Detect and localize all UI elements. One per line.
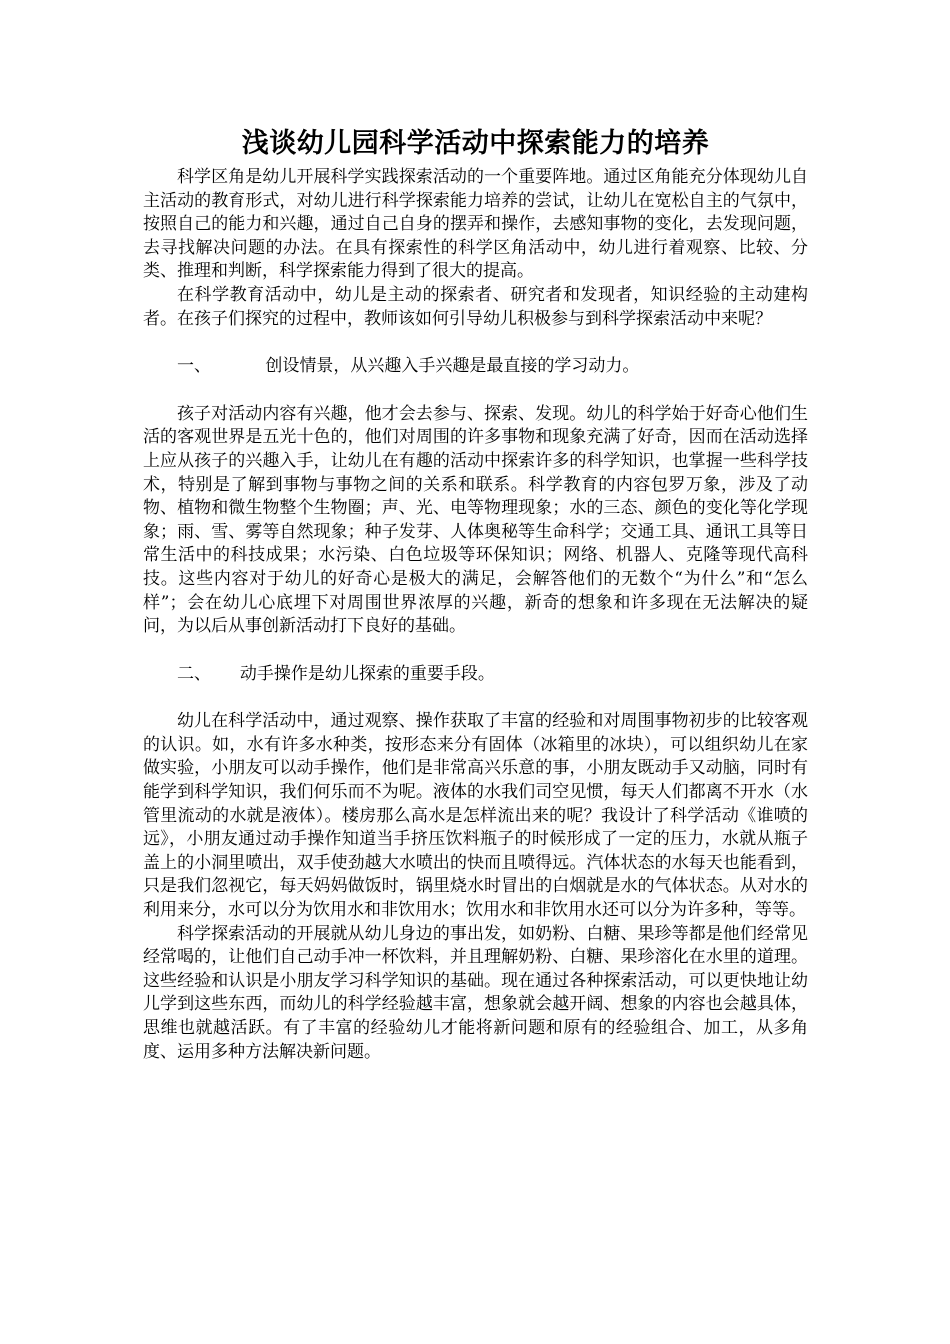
section-number: 一、: [177, 356, 211, 377]
paragraph: 科学探索活动的开展就从幼儿身边的事出发，如奶粉、白糖、果珍等都是他们经常见经常喝的，让他们自己动手冲一杯饮料，并且理解奶粉、白糖、果珍溶化在水里的道理。这些经验和认识是小朋友学习科学知识的基础。现在通过各种探索活动，可以更快地让幼儿学到这些东西，而幼儿的科学经验越丰富，想象就会越开阔、想象的内容也会越具体，思维也就越活跃。有了丰富的经验幼儿才能将新问题和原有的经验组合、加工，从多角度、运用多种方法解决新问题。: [143, 923, 808, 1062]
document-page: [143, 126, 808, 1064]
document-title: 浅谈幼儿园科学活动中探索能力的培养: [241, 128, 710, 159]
paragraph: 在科学教育活动中，幼儿是主动的探索者、研究者和发现者，知识经验的主动建构者。在孩子们探究的过程中，教师该如何引导幼儿积极参与到科学探索活动中来呢？: [143, 284, 808, 329]
paragraph: 科学区角是幼儿开展科学实践探索活动的一个重要阵地。通过区角能充分体现幼儿自主活动的教育形式，对幼儿进行科学探索能力培养的尝试，让幼儿在宽松自主的气氛中，按照自己的能力和兴趣，通过自己自身的摆弄和操作，去感知事物的变化，去发现问题，去寻找解决问题的办法。在具有探索性的科学区角活动中，幼儿进行着观察、比较、分类、推理和判断，科学探索能力得到了很大的提高。: [143, 167, 808, 282]
section-number: 二、: [177, 663, 211, 684]
section-heading-text: 动手操作是幼儿探索的重要手段。: [239, 663, 495, 684]
section-heading-2: [143, 663, 808, 687]
section-heading-1: [143, 355, 808, 379]
paragraph: 孩子对活动内容有兴趣，他才会去参与、探索、发现。幼儿的科学始于好奇心他们生活的客观世界是五光十色的，他们对周围的许多事物和现象充满了好奇，因而在活动选择上应从孩子的兴趣入手，让幼儿在有趣的活动中探索许多的科学知识，也掌握一些科学技术，特别是了解到事物与事物之间的关系和联系。科学教育的内容包罗万象，涉及了动物、植物和微生物整个生物圈；声、光、电等物理现象；水的三态、颜色的变化等化学现象；雨、雪、雾等自然现象；种子发芽、人体奥秘等生命科学；交通工具、通讯工具等日常生活中的科技成果；水污染、白色垃圾等环保知识；网络、机器人、克隆等现代高科技。这些内容对于幼儿的好奇心是极大的满足，会解答他们的无数个“为什么”和“怎么样”；会在幼儿心底埋下对周围世界浓厚的兴趣，新奇的想象和许多现在无法解决的疑问，为以后从事创新活动打下良好的基础。: [143, 403, 808, 637]
section-heading-text: 创设情景，从兴趣入手兴趣是最直接的学习动力。: [265, 356, 640, 377]
paragraph: 幼儿在科学活动中，通过观察、操作获取了丰富的经验和对周围事物初步的比较客观的认识。如，水有许多水种类，按形态来分有固体（冰箱里的冰块），可以组织幼儿在家做实验，小朋友可以动手操作，他们是非常高兴乐意的事，小朋友既动手又动脑，同时有能学到科学知识，我们何乐而不为呢。液体的水我们司空见惯，每天人们都离不开水（水管里流动的水就是液体）。楼房那么高水是怎样流出来的呢？我设计了科学活动《谁喷的远》，小朋友通过动手操作知道当手挤压饮料瓶子的时候形成了一定的压力，水就从瓶子盖上的小洞里喷出，双手使劲越大水喷出的快而且喷得远。汽体状态的水每天也能看到，只是我们忽视它，每天妈妈做饭时，锅里烧水时冒出的白烟就是水的气体状态。从对水的利用来分，水可以分为饮用水和非饮用水；饮用水和非饮用水还可以分为许多种，等等。: [143, 711, 808, 921]
